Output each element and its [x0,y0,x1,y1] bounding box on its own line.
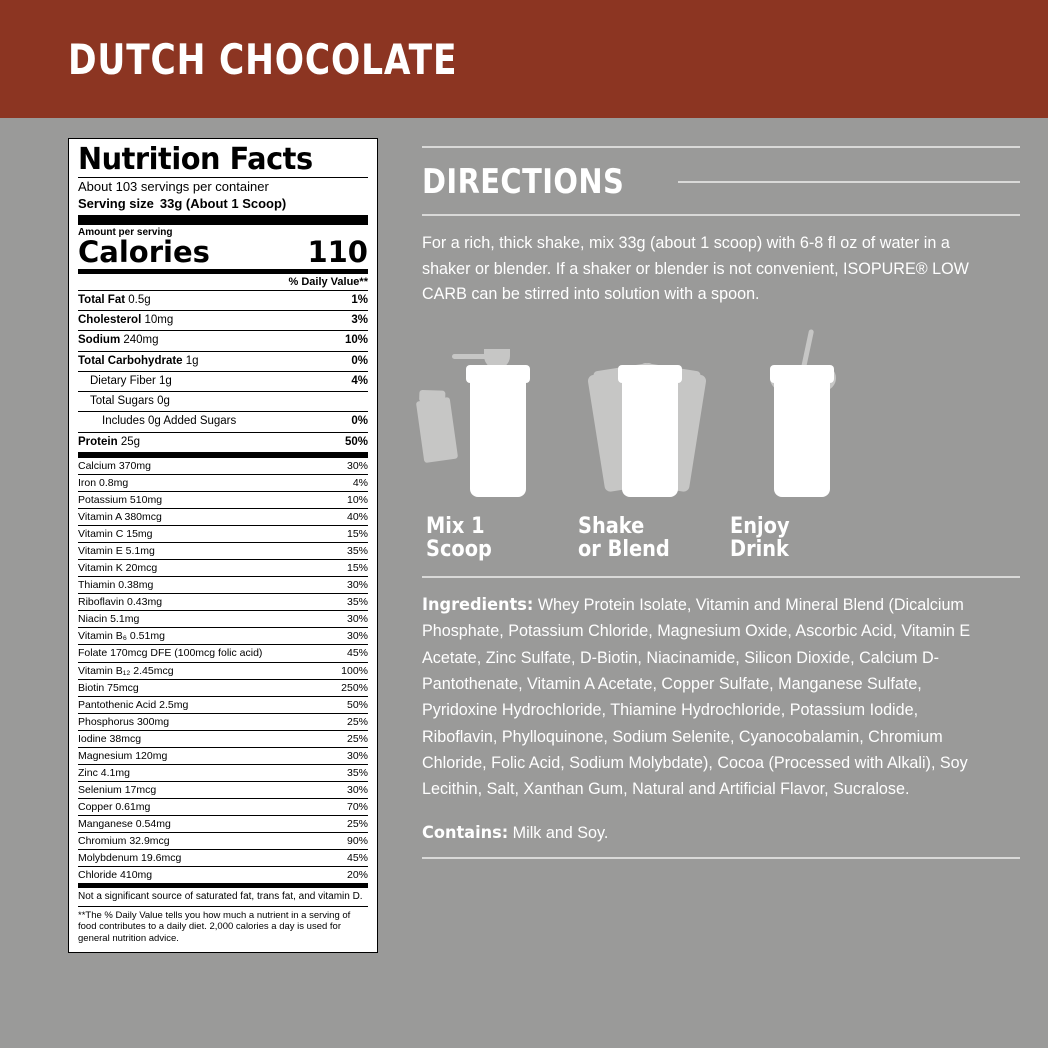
vitamin-row [78,662,368,679]
vitamin-row [78,491,368,508]
vitamin-row [78,576,368,593]
vitamin-row [78,832,368,849]
vitamin-daily-value: 70% [346,801,368,814]
directions-text: For a rich, thick shake, mix 33g (about 1 scoop) with 6-8 fl oz of water in a shaker or blender. If a shaker or blender is not convenient, ISOPURE® LOW CARB can be stirred into solution with a spoon. [422,233,969,303]
vitamin-name: Iron 0.8mg [78,476,129,489]
vitamin-row [78,627,368,644]
scoop-and-shaker-icon [426,329,578,509]
nutrient-row [78,351,368,371]
vitamin-daily-value: 30% [346,613,368,626]
contains-paragraph [422,823,990,843]
nutrient-daily-value: 10% [344,334,368,347]
ingredients-section [422,576,1020,859]
vitamin-daily-value: 30% [346,579,368,592]
vitamin-row [78,849,368,866]
nutrient-name: Sodium 240mg [78,334,159,347]
directions-divider [422,214,1020,216]
nutrient-vitamin-rows [78,457,368,884]
vitamin-name: Calcium 370mg [78,459,151,472]
vitamin-name: Folate 170mcg DFE (100mcg folic acid) [78,647,263,660]
serving-size-value: 33g (About 1 Scoop) [159,195,287,211]
vitamin-name: Thiamin 0.38mg [78,579,154,592]
vitamin-daily-value: 30% [346,459,368,472]
vitamin-row [78,457,368,474]
vitamin-daily-value: 100% [341,664,368,677]
vitamin-row [78,730,368,747]
vitamin-daily-value: 35% [346,596,368,609]
vitamin-name: Zinc 4.1mg [78,766,130,779]
shaker-body [774,375,830,497]
vitamin-daily-value: 90% [346,835,368,848]
directions-steps [422,329,1020,563]
step-label-line2: Scoop [426,537,492,563]
vitamin-row [78,781,368,798]
step-shake-blend [578,329,730,563]
top-divider [422,146,1020,148]
step-label-line1: Shake [578,513,645,539]
vitamin-row [78,542,368,559]
nutrient-main-rows [78,290,368,452]
vitamin-name: Vitamin B₆ 0.51mg [78,630,165,643]
vitamin-name: Manganese 0.54mg [78,818,171,831]
vitamin-row [78,798,368,815]
contains-text: Milk and Soy. [508,822,609,842]
vitamin-row [78,610,368,627]
vitamin-daily-value: 10% [346,493,368,506]
servings-per-container: About 103 servings per container [78,179,269,194]
nutrient-name: Cholesterol 10mg [78,314,174,327]
vitamin-name: Vitamin B₁₂ 2.45mcg [78,664,174,677]
vitamin-row [78,713,368,730]
shaker-with-straw-icon [730,329,882,509]
vitamin-row [78,559,368,576]
vitamin-name: Vitamin K 20mcg [78,562,158,575]
nutrient-daily-value: 3% [351,314,368,327]
shaker-body [622,375,678,497]
nutrient-name: Protein 25g [78,435,141,448]
nutrition-footnote: **The % Daily Value tells you how much a nutrient in a serving of food contributes to a daily diet. 2,000 calories a day is used for general nutrition advice. [78,906,368,944]
nutrient-row [78,391,368,411]
nutrition-note: Not a significant source of saturated fat, trans fat, and vitamin D. [78,883,368,906]
shaker-body [470,375,526,497]
directions-heading: DIRECTIONS [422,162,625,202]
vitamin-name: Vitamin E 5.1mg [78,545,155,558]
vitamin-row [78,866,368,883]
vitamin-row [78,474,368,491]
vitamin-row [78,764,368,781]
vitamin-name: Copper 0.61mg [78,801,151,814]
vitamin-name: Chromium 32.9mcg [78,835,170,848]
nutrient-daily-value: 50% [344,435,368,448]
step-label-line2: Drink [730,537,789,563]
step-label-line2: or Blend [578,537,670,563]
calories-row [78,235,368,270]
step-enjoy-drink [730,329,882,563]
contains-label: Contains: [422,822,509,843]
vitamin-row [78,815,368,832]
vitamin-name: Molybdenum 19.6mcg [78,852,182,865]
vitamin-row [78,593,368,610]
vitamin-daily-value: 40% [346,510,368,523]
vitamin-row [78,747,368,764]
nutrition-facts-title: Nutrition Facts [78,142,313,177]
vitamin-daily-value: 25% [346,732,368,745]
ingredients-text: Whey Protein Isolate, Vitamin and Mineral Blend (Dicalcium Phosphate, Potassium Chloride, Magnesium Oxide, Ascorbic Acid, Vitamin E Acetate, Zinc Sulfate, D-Biotin, Niacinamide, Silicon Dioxide, Calcium D-Pantothenate, Vitamin A Acetate, Copper Sulfate, Manganese Sulfate, Pyridoxine Hydrochloride, Thiamine Hydrochloride, Potassium Iodide, Riboflavin, Phylloquinone, Sodium Selenite, Cyanocobalamin, Chromium Chloride, Folic Acid, Sodium Molybdate), Cocoa (Processed with Alkali), Soy Lecithin, Salt, Xanthan Gum, Natural and Artificial Flavor, Sucralose. [422,595,971,799]
calories-value: 110 [307,235,368,270]
nutrient-daily-value: 0% [351,354,368,367]
vitamin-name: Selenium 17mcg [78,783,157,796]
page-title: DUTCH CHOCOLATE [68,34,458,84]
product-header [0,0,1048,118]
vitamin-daily-value: 35% [346,766,368,779]
vitamin-daily-value: 4% [352,476,368,489]
bottom-divider [422,857,1020,859]
vitamin-row [78,508,368,525]
vitamin-daily-value: 30% [346,749,368,762]
nutrient-name: Total Sugars 0g [90,395,170,408]
nutrient-daily-value: 4% [351,374,368,387]
vitamin-row [78,679,368,696]
vitamin-daily-value: 25% [346,818,368,831]
nutrient-row [78,290,368,310]
calories-label: Calories [78,235,210,270]
vitamin-name: Biotin 75mcg [78,681,139,694]
amount-per-serving-label: Amount per serving [78,226,173,238]
nutrient-daily-value: 0% [351,415,368,428]
vitamin-name: Chloride 410mg [78,869,153,882]
vitamin-name: Potassium 510mg [78,493,163,506]
content-area [0,118,1048,953]
vitamin-daily-value: 35% [346,545,368,558]
vitamin-daily-value: 30% [346,783,368,796]
ingredients-paragraph [422,592,990,803]
vitamin-row [78,644,368,661]
nutrient-row [78,310,368,330]
step-label-line1: Enjoy [730,513,790,539]
nutrient-name: Total Fat 0.5g [78,294,151,307]
nutrition-facts-panel [68,138,378,953]
vitamin-daily-value: 20% [346,869,368,882]
step-mix-scoop [426,329,578,563]
serving-size-label: Serving size [78,195,154,211]
vitamin-daily-value: 45% [346,647,368,660]
vitamin-daily-value: 15% [346,528,368,541]
vitamin-name: Vitamin C 15mg [78,528,153,541]
vitamin-daily-value: 25% [346,715,368,728]
nutrient-row [78,330,368,350]
vitamin-daily-value: 50% [346,698,368,711]
nutrient-row [78,371,368,391]
vitamin-name: Phosphorus 300mg [78,715,170,728]
vitamin-daily-value: 30% [346,630,368,643]
vitamin-name: Iodine 38mcg [78,732,142,745]
nutrient-row [78,432,368,452]
nutrient-row [78,411,368,431]
vitamin-daily-value: 15% [346,562,368,575]
vitamin-name: Pantothenic Acid 2.5mg [78,698,189,711]
vitamin-row [78,525,368,542]
vitamin-row [78,696,368,713]
vitamin-daily-value: 250% [341,681,368,694]
vitamin-name: Vitamin A 380mcg [78,510,162,523]
ingredients-label: Ingredients: [422,595,534,615]
nutrient-daily-value: 1% [351,294,368,307]
nutrient-name: Dietary Fiber 1g [90,374,172,387]
vitamin-name: Magnesium 120mg [78,749,168,762]
protein-bag-icon [416,396,458,462]
vitamin-name: Niacin 5.1mg [78,613,140,626]
nutrient-name: Total Carbohydrate 1g [78,354,199,367]
ingredients-divider [422,576,1020,578]
nutrient-name: Includes 0g Added Sugars [102,415,237,428]
daily-value-header: % Daily Value** [288,276,368,289]
heading-rule [678,181,1020,183]
serving-size-row [78,196,368,215]
vitamin-daily-value: 45% [346,852,368,865]
vitamin-name: Riboflavin 0.43mg [78,596,163,609]
step-label-line1: Mix 1 [426,513,485,539]
directions-column [422,138,1020,953]
directions-heading-row [422,162,1020,202]
shaking-shaker-icon [578,329,730,509]
